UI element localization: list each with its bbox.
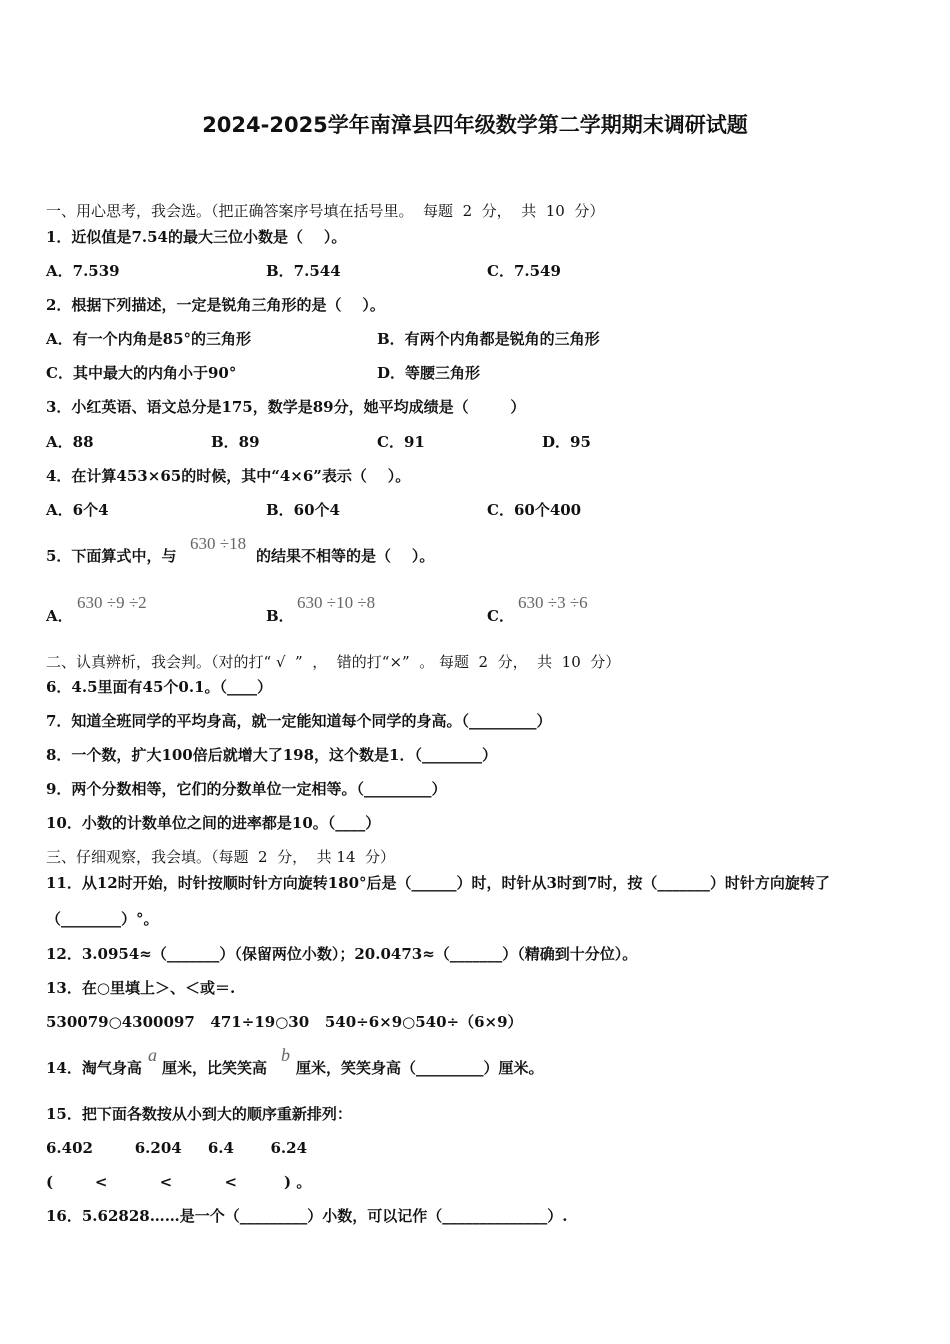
question-5-option-b-label: B． — [266, 607, 294, 625]
question-5-option-c-label: C． — [487, 607, 514, 625]
question-1-option-a: A．7.539 — [46, 262, 120, 280]
question-13-items: 530079○4300097 471÷19○30 540÷6×9○540÷（6×9） — [46, 1013, 523, 1031]
question-10: 10．小数的计数单位之间的进率都是10。（____） — [46, 814, 381, 832]
question-5-stem-expression: 630 ÷18 — [190, 534, 247, 553]
question-2-option-b: B．有两个内角都是锐角的三角形 — [377, 330, 600, 348]
section-1-heading: 一、用心思考，我会选。（把正确答案序号填在括号里。 每题 2 分， 共 10 分） — [46, 202, 605, 220]
question-15-answer-blank: ( < < < ) 。 — [46, 1173, 312, 1191]
question-1-stem: 1．近似值是7.54的最大三位小数是（ ）。 — [46, 228, 347, 246]
question-5-option-b-expression: 630 ÷10 ÷8 — [297, 593, 376, 612]
question-15-stem: 15．把下面各数按从小到大的顺序重新排列： — [46, 1105, 352, 1123]
page-title: 2024-2025学年南漳县四年级数学第二学期期末调研试题 — [202, 113, 748, 137]
question-5-option-a-label: A． — [46, 607, 73, 625]
question-2-option-c: C．其中最大的内角小于90° — [46, 364, 237, 382]
question-2-stem: 2．根据下列描述，一定是锐角三角形的是（ ）。 — [46, 296, 385, 314]
question-13-stem: 13．在○里填上＞、＜或＝. — [46, 979, 236, 997]
question-4-option-c: C．60个400 — [487, 501, 582, 519]
section-2-heading: 二、认真辨析，我会判。（对的打“ √ ” ， 错的打“×” 。 每题 2 分， 共 10 分） — [46, 653, 621, 671]
question-2-option-a: A．有一个内角是85°的三角形 — [46, 330, 252, 348]
question-5-stem-end: 的结果不相等的是（ ）。 — [256, 547, 435, 565]
question-14-part-1: 14．淘气身高 — [46, 1059, 142, 1077]
question-5-option-c-expression: 630 ÷3 ÷6 — [518, 593, 588, 612]
question-3-option-b: B．89 — [211, 433, 260, 451]
question-3-stem: 3．小红英语、语文总分是175，数学是89分，她平均成绩是（ ） — [46, 398, 526, 416]
question-5-stem-start: 5．下面算式中，与 — [46, 547, 177, 565]
question-4-option-b: B．60个4 — [266, 501, 340, 519]
question-11-line-2: （________）°。 — [46, 910, 159, 928]
question-8: 8．一个数，扩大100倍后就增大了198，这个数是1．（________） — [46, 746, 497, 764]
question-1-option-b: B．7.544 — [266, 262, 341, 280]
question-12: 12．3.0954≈（_______）（保留两位小数）；20.0473≈（_______）（精确到十分位）。 — [46, 945, 638, 963]
question-14-variable-b: b — [281, 1045, 290, 1065]
question-14-variable-a: a — [148, 1045, 157, 1065]
question-5-option-a-expression: 630 ÷9 ÷2 — [77, 593, 147, 612]
question-4-stem: 4．在计算453×65的时候，其中“4×6”表示（ ）。 — [46, 467, 411, 485]
question-7: 7．知道全班同学的平均身高，就一定能知道每个同学的身高。（_________） — [46, 712, 552, 730]
question-3-option-c: C．91 — [377, 433, 425, 451]
question-9: 9．两个分数相等，它们的分数单位一定相等。（_________） — [46, 780, 447, 798]
question-3-option-a: A．88 — [46, 433, 94, 451]
question-14-part-2: 厘米，比笑笑高 — [162, 1059, 268, 1077]
question-14-part-3: 厘米，笑笑身高（_________）厘米。 — [296, 1059, 544, 1077]
question-3-option-d: D．95 — [542, 433, 591, 451]
question-11-line-1: 11．从12时开始，时针按顺时针方向旋转180°后是（______）时，时针从3时到7时，按（_______）时针方向旋转了 — [46, 874, 830, 892]
question-15-numbers: 6.402 6.204 6.4 6.24 — [46, 1139, 308, 1157]
question-16: 16．5.62828……是一个（_________）小数，可以记作（______________）. — [46, 1207, 568, 1225]
section-3-heading: 三、仔细观察，我会填。（每题 2 分， 共 14 分） — [46, 848, 396, 866]
question-6: 6．4.5里面有45个0.1。（____） — [46, 678, 273, 696]
question-4-option-a: A．6个4 — [46, 501, 109, 519]
question-2-option-d: D．等腰三角形 — [377, 364, 481, 382]
question-1-option-c: C．7.549 — [487, 262, 561, 280]
